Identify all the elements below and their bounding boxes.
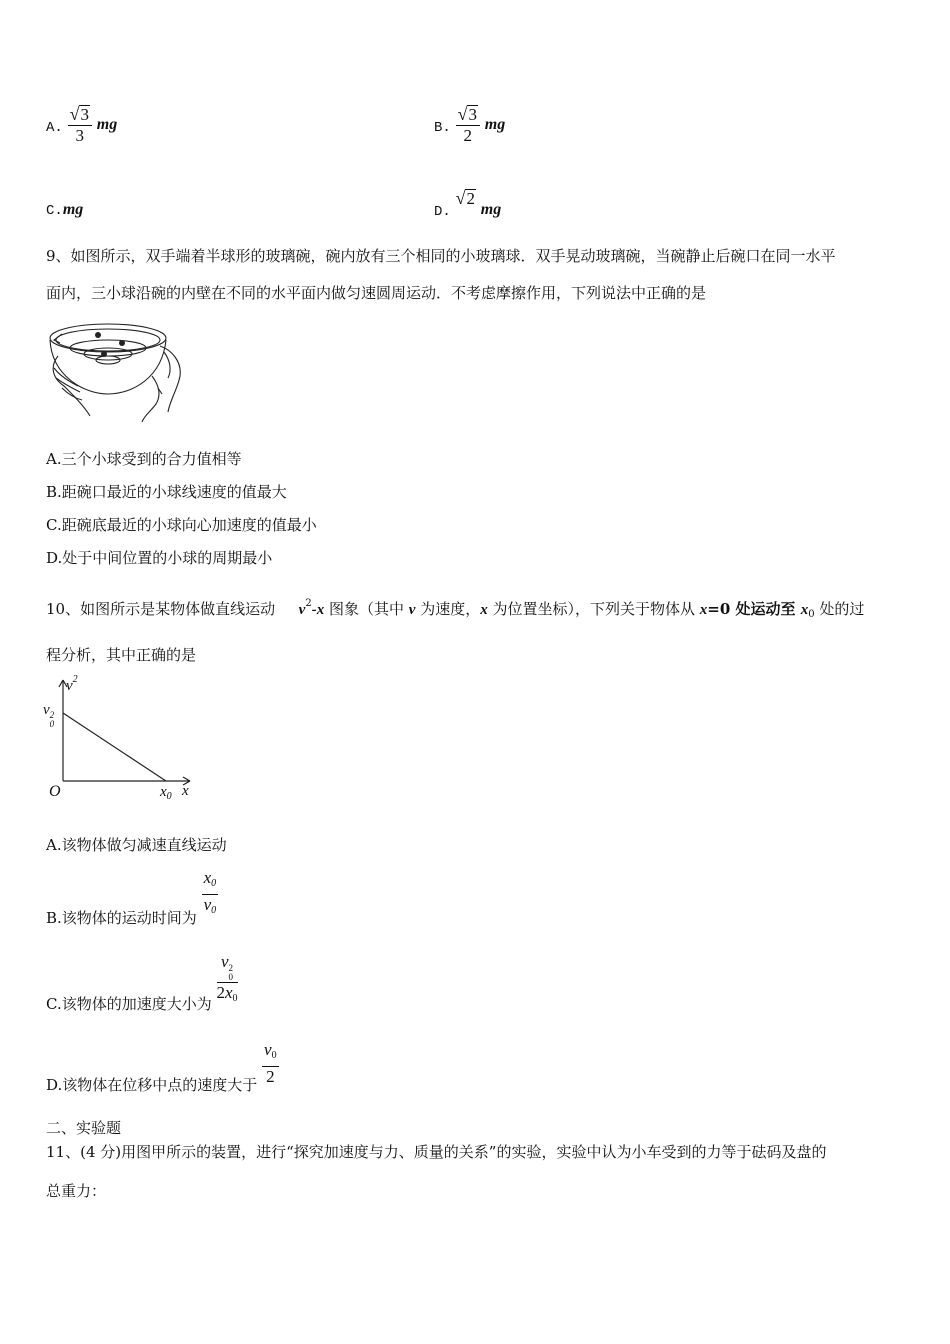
denominator: 3 [75,126,85,145]
var-x: x [480,602,488,618]
q9-line-1: 9、如图所示，双手端着半球形的玻璃碗，碗内放有三个相同的小玻璃球．双手晃动玻璃碗，当碗静止后碗口在同一水平 [46,247,836,265]
q9-option-b: B.距碗口最近的小球线速度的值最大 [46,483,287,501]
y-axis-label: $v^2$ [66,674,78,694]
x-tick-x0: $x_0$ [160,784,172,802]
fraction-v0-over-2: $\frac{v_0}{2}$ [264,1040,277,1086]
denominator: 2 [463,126,473,145]
q8-option-b [434,104,505,146]
fraction-x0-over-v0: $\frac{x_0}{v_0}$ [203,868,217,916]
superscript: 2 [305,598,312,609]
option-text: B.该物体的运动时间为 [46,908,197,927]
q10-text: 10、如图所示是某物体做直线运动 [46,600,276,618]
q8-option-a [46,104,117,146]
radicand: 2 [466,189,475,208]
var-x: x [699,602,708,618]
q9-option-d: D.处于中间位置的小球的周期最小 [46,549,273,567]
q11-line-1: 11、(4 分)用图甲所示的装置，进行“探究加速度与力、质量的关系”的实验，实验中认为小车受到的力等于砝码及盘的 [46,1143,827,1161]
q10-line-2: 程分析，其中正确的是 [46,646,197,664]
section-title: 二、实验题 [46,1119,122,1137]
q8-option-c [46,199,83,221]
option-letter: B. [434,120,451,136]
q10-line-1 [46,594,864,625]
q10-text: 为速度， [415,600,481,618]
unit-mg: mg [62,201,84,218]
q10-option-b [46,868,218,927]
x-axis-label: x [182,783,189,799]
q10-option-c [46,952,238,1013]
fraction: √ 3 2 [456,104,480,146]
radicand: 3 [80,105,89,124]
var-v: v [298,602,306,618]
graph-lines [40,674,200,804]
option-letter: A. [46,120,63,136]
q11-line-2: 总重力： [46,1182,107,1200]
bowl-hands-illustration [44,316,184,424]
var-x: -x [311,602,325,618]
var-v: v [408,602,416,618]
unit-mg: mg [96,116,118,133]
y-tick-v0-squared: v 2 0 [43,702,55,729]
q10-text: 图象（其中 [324,600,409,618]
fraction-v0sq-over-2x0: v 2 0 $2x_0$ [216,952,238,1004]
option-letter: D. [434,204,451,220]
subscript: 0 [808,609,815,620]
unit-mg: mg [484,116,506,133]
radicand: 3 [468,105,477,124]
q10-option-d [46,1040,279,1094]
origin-label: O [49,783,61,800]
v2-x-graph [40,674,200,804]
unit-mg: mg [480,201,502,218]
q10-text: 为位置坐标），下列关于物体从 [487,600,700,618]
var-x: x [800,602,809,618]
q9-line-2: 面内，三小球沿碗的内壁在不同的水平面内做匀速圆周运动．不考虑摩擦作用，下列说法中正确的是 [46,284,707,302]
q9-option-c: C.距碗底最近的小球向心加速度的值最小 [46,516,317,534]
q8-option-d [434,188,502,220]
q10-option-a: A.该物体做匀减速直线运动 [46,836,227,854]
fraction: √ 3 3 [68,104,92,146]
option-text: D.该物体在位移中点的速度大于 [46,1075,258,1094]
q9-option-a: A.三个小球受到的合力值相等 [46,450,242,468]
q10-text: 处的过 [814,600,865,618]
q10-text: =0 处运动至 [707,600,801,618]
sqrt: √ 2 [455,188,475,208]
option-letter: C. [46,203,63,219]
option-text: C.该物体的加速度大小为 [46,994,212,1013]
